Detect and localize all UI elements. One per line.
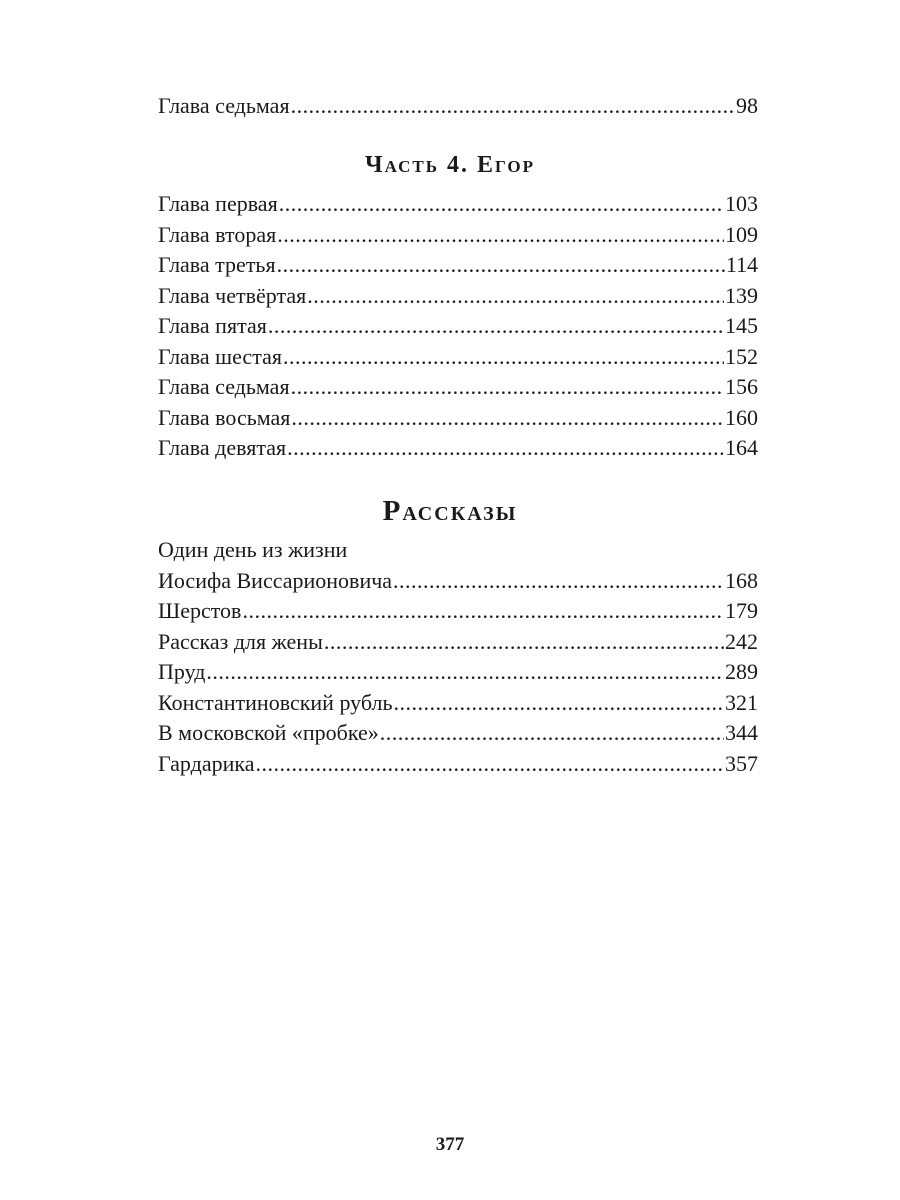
- toc-dot-leader: [277, 220, 724, 251]
- part4-heading: Часть 4. Егор: [365, 152, 535, 178]
- toc-entry: [158, 657, 758, 688]
- toc-entry-page: 289: [725, 659, 758, 684]
- toc-dot-leader: [291, 91, 735, 122]
- toc-entry: [158, 342, 758, 373]
- toc-entry: [158, 433, 758, 464]
- toc-entry-page: 344: [725, 720, 758, 745]
- toc-entry-title-line: Один день из жизни: [158, 537, 348, 562]
- toc-entry-page: 139: [725, 282, 758, 308]
- toc-dot-leader: [324, 627, 724, 658]
- toc-entry-page: 156: [725, 374, 758, 399]
- toc-entry: [158, 220, 758, 251]
- toc-entry: [158, 372, 758, 403]
- toc-entry-title: Иосифа Виссарионовича: [158, 567, 393, 593]
- toc-entry-title: Пруд: [158, 659, 206, 684]
- stories-heading: Рассказы: [382, 495, 518, 527]
- toc-stories: [158, 535, 758, 779]
- toc-part4: [158, 189, 758, 464]
- toc-entry: [158, 718, 758, 749]
- toc-entry-title: Глава вторая: [158, 221, 277, 247]
- toc-entry-page: 160: [725, 404, 758, 430]
- toc-entry-page: 109: [725, 221, 758, 247]
- toc-dot-leader: [279, 189, 724, 220]
- toc-entry: [158, 627, 758, 658]
- toc-dot-leader: [287, 433, 724, 464]
- toc-dot-leader: [268, 311, 724, 342]
- toc-entry-title: Гардарика: [158, 750, 255, 776]
- toc-entry-page: 357: [725, 750, 758, 776]
- toc-dot-leader: [277, 250, 725, 281]
- toc-entry-title: Глава девятая: [158, 435, 287, 460]
- toc-entry-title: Глава восьмая: [158, 404, 291, 430]
- toc-entry-page: 242: [725, 628, 758, 654]
- toc-entry-page: 103: [725, 191, 758, 216]
- toc-entry: [158, 91, 758, 122]
- toc-entry-title: Глава первая: [158, 191, 278, 216]
- toc-entry-page: 168: [725, 567, 758, 593]
- toc-entry-title: Глава седьмая: [158, 93, 290, 118]
- toc-entry-title: Шерстов: [158, 598, 242, 623]
- toc-dot-leader: [291, 372, 724, 403]
- toc-entry-page: 145: [725, 313, 758, 338]
- toc-entry: [158, 281, 758, 312]
- toc-dot-leader: [283, 342, 724, 373]
- toc-entry-page: 164: [725, 435, 758, 460]
- toc-entry: [158, 311, 758, 342]
- toc-dot-leader: [256, 749, 725, 780]
- toc-entry: [158, 403, 758, 434]
- toc-entry-title: Глава пятая: [158, 313, 267, 338]
- toc-entry-page: 98: [736, 93, 758, 118]
- toc-entry: [158, 596, 758, 627]
- toc-entry-title: В московской «пробке»: [158, 720, 379, 745]
- toc-dot-leader: [307, 281, 724, 312]
- toc-dot-leader: [242, 596, 724, 627]
- toc-dot-leader: [380, 718, 724, 749]
- toc-dot-leader: [206, 657, 724, 688]
- toc-dot-leader: [394, 688, 724, 719]
- toc-entry-title: Рассказ для жены: [158, 628, 323, 654]
- toc-entry-title: Глава четвёртая: [158, 282, 307, 308]
- toc-entry: [158, 688, 758, 719]
- toc-entry: [158, 250, 758, 281]
- toc-entry-title: Константиновский рубль: [158, 689, 393, 715]
- toc-entry: [158, 189, 758, 220]
- toc-entry-title: Глава седьмая: [158, 374, 290, 399]
- toc-dot-leader: [291, 403, 724, 434]
- page-number: 377: [435, 1134, 465, 1155]
- toc-entry-title: Глава шестая: [158, 343, 282, 369]
- toc-entry-title: Глава третья: [158, 252, 276, 277]
- toc-entry: [158, 566, 758, 597]
- toc-entry-page: 321: [725, 689, 758, 715]
- toc-entry-page: 114: [725, 252, 758, 277]
- toc-entry-page: 179: [725, 598, 758, 623]
- toc-dot-leader: [393, 566, 724, 597]
- toc-entry-page: 152: [725, 343, 758, 369]
- toc-entry: [158, 749, 758, 780]
- toc-previous-part: [158, 91, 758, 122]
